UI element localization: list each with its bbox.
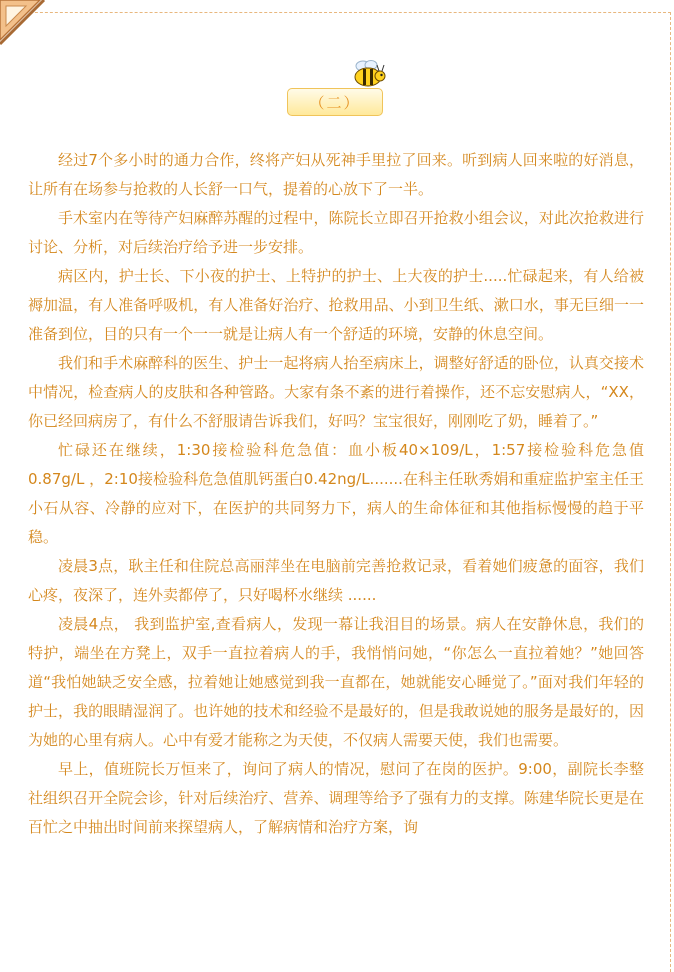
- section-heading: [287, 88, 383, 116]
- paragraph: 病区内，护士长、下小夜的护士、上特护的护士、上大夜的护士.....忙碌起来，有人给被褥加温，有人准备呼吸机，有人准备好治疗、抢救用品、小到卫生纸、漱口水，事无巨细一一准备到位，目的只有一个一一就是让病人有一个舒适的环境，安静的休息空间。: [28, 267, 644, 343]
- bee-icon: [349, 58, 387, 90]
- paragraph: 我们和手术麻醉科的医生、护士一起将病人抬至病床上，调整好舒适的卧位，认真交接术中情况，检查病人的皮肤和各种管路。大家有条不紊的进行着操作，还不忘安慰病人，“XX，你已经回病房了，有什么不舒服请告诉我们，好吗？宝宝很好，刚刚吃了奶，睡着了。”: [28, 354, 644, 430]
- paragraph: 早上，值班院长万恒来了，询问了病人的情况，慰问了在岗的医护。9:00，副院长李整社组织召开全院会诊，针对后续治疗、营养、调理等给予了强有力的支撑。陈建华院长更是在百忙之中抽出时间前来探望病人，了解病情和治疗方案，询: [28, 760, 644, 836]
- paragraph: 凌晨4点， 我到监护室,查看病人，发现一幕让我泪目的场景。病人在安静休息，我们的特护，端坐在方凳上，双手一直拉着病人的手，我悄悄问她，“你怎么一直拉着她？”她回答道“我怕她缺乏安全感，拉着她让她感觉到我一直都在，她就能安心睡觉了。”面对我们年轻的护士，我的眼睛湿润了。也许她的技术和经验不是最好的，但是我敢说她的服务是最好的，因为她的心里有病人。心中有爱才能称之为天使，不仅病人需要天使，我们也需要。: [28, 615, 644, 749]
- paragraph: 凌晨3点，耿主任和住院总高丽萍坐在电脑前完善抢救记录，看着她们疲惫的面容，我们心疼，夜深了，连外卖都停了，只好喝杯水继续 ......: [28, 557, 644, 604]
- pencil-ruler-corner-icon: [0, 0, 48, 48]
- section-heading-text: （二）: [309, 93, 361, 112]
- article-body: [28, 146, 644, 842]
- paragraph: 经过7个多小时的通力合作，终将产妇从死神手里拉了回来。听到病人回来啦的好消息，让所有在场参与抢救的人长舒一口气，提着的心放下了一半。: [28, 151, 644, 198]
- paragraph: 手术室内在等待产妇麻醉苏醒的过程中，陈院长立即召开抢救小组会议，对此次抢救进行讨论、分析，对后续治疗给予进一步安排。: [28, 209, 644, 256]
- paragraph: 忙碌还在继续，1:30接检验科危急值：血小板40×109/L，1:57接检验科危急值0.87g/L ，2:10接检验科危急值肌钙蛋白0.42ng/L.......在科主任耿秀娟和重症监护室主任王小石从容、冷静的应对下，在医护的共同努力下，病人的生命体征和其他指标慢慢的趋于平稳。: [28, 441, 644, 546]
